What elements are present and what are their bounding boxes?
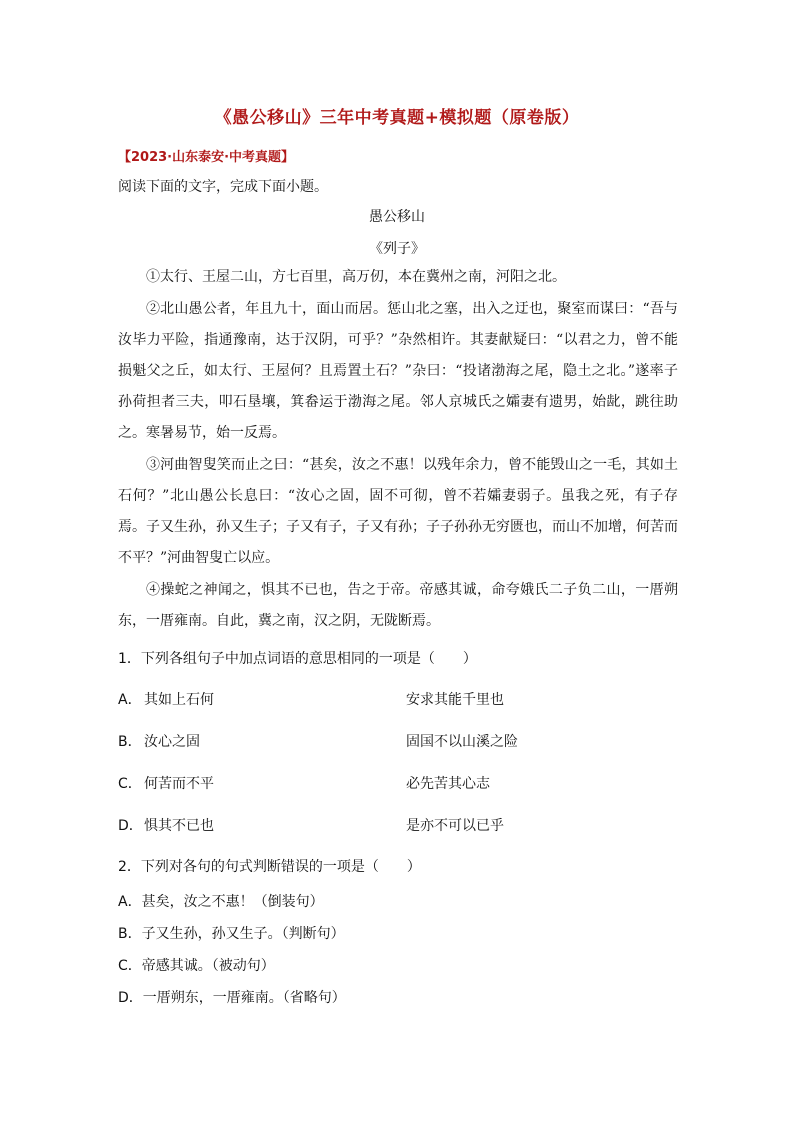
question-1-option-d[interactable] <box>118 815 678 835</box>
option-sentence-right: 固国不以山溪之险 <box>406 734 518 750</box>
question-2-option-b[interactable]: B．子又生孙，孙又生子。（判断句） <box>118 926 345 942</box>
passage-paragraph-4: ④操蛇之神闻之，惧其不已也，告之于帝。帝感其诚，命夸娥氏二子负二山，一厝朔东，一厝雍南。自此，冀之南，汉之阴，无陇断焉。 <box>118 582 678 629</box>
option-sentence-right: 必先苦其心志 <box>406 776 490 792</box>
reading-instruction: 阅读下面的文字，完成下面小题。 <box>118 179 328 195</box>
option-sentence-left: 惧其不已也 <box>144 818 214 834</box>
passage-paragraph-1: ①太行、王屋二山，方七百里，高万仞，本在冀州之南，河阳之北。 <box>146 269 566 285</box>
option-sentence-left: 汝心之固 <box>144 734 200 750</box>
option-letter: D． <box>118 818 143 834</box>
passage-author: 《列子》 <box>369 241 425 257</box>
option-sentence-left: 其如上石何 <box>144 692 214 708</box>
question-1-option-c[interactable] <box>118 773 678 793</box>
passage-paragraph-3: ③河曲智叟笑而止之曰：“甚矣，汝之不惠！以残年余力，曾不能毁山之一毛，其如土石何？”北山愚公长息曰：“汝心之固，固不可彻，曾不若孀妻弱子。虽我之死，有子存焉。子又生孙，孙又生子；子又有子，子又有孙；子子孙孙无穷匮也，而山不加增，何苦而不平？”河曲智叟亡以应。 <box>118 457 678 566</box>
exam-source-tag: 【2023·山东泰安·中考真题】 <box>118 150 295 165</box>
question-2-option-c[interactable]: C．帝感其诚。（被动句） <box>118 958 275 974</box>
option-letter: A． <box>118 692 142 708</box>
question-2-option-d[interactable]: D．一厝朔东，一厝雍南。（省略句） <box>118 990 346 1006</box>
question-1-option-b[interactable] <box>118 731 678 751</box>
option-letter: C． <box>118 776 142 792</box>
document-title: 《愚公移山》三年中考真题+模拟题（原卷版） <box>214 108 580 128</box>
question-1-stem: 1．下列各组句子中加点词语的意思相同的一项是（ ） <box>118 651 477 667</box>
question-1-option-a[interactable] <box>118 689 678 709</box>
option-sentence-right: 安求其能千里也 <box>406 692 504 708</box>
option-sentence-left: 何苦而不平 <box>144 776 214 792</box>
passage-paragraph-2: ②北山愚公者，年且九十，面山而居。惩山北之塞，出入之迂也，聚室而谋曰：“吾与汝毕力平险，指通豫南，达于汉阴，可乎？”杂然相许。其妻献疑曰：“以君之力，曾不能损魁父之丘，如太行、王屋何？且焉置土石？”杂曰：“投诸渤海之尾，隐土之北。”遂率子孙荷担者三夫，叩石垦壤，箕畚运于渤海之尾。邻人京城氏之孀妻有遗男，始龀，跳往助之。寒暑易节，始一反焉。 <box>118 301 678 441</box>
option-letter: B． <box>118 734 142 750</box>
question-2-stem: 2．下列对各句的句式判断错误的一项是（ ） <box>118 859 421 875</box>
option-sentence-right: 是亦不可以已乎 <box>406 818 504 834</box>
question-2-option-a[interactable]: A．甚矣，汝之不惠！（倒装句） <box>118 894 324 910</box>
passage-title: 愚公移山 <box>369 209 425 225</box>
